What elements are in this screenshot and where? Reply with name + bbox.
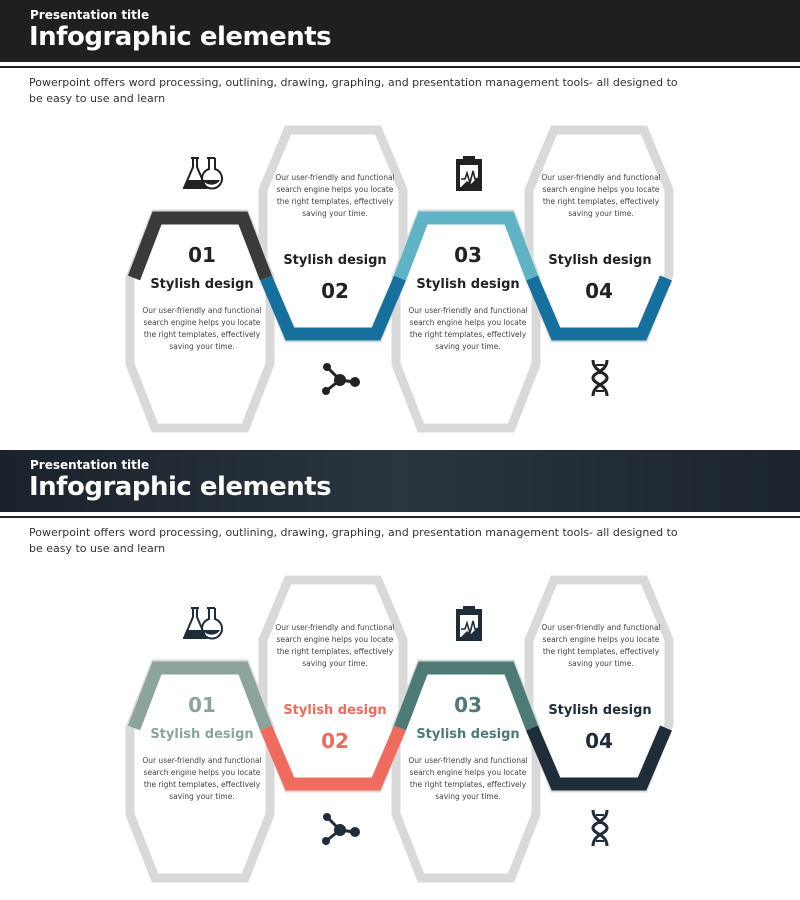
step-number-1: 01 [188,693,216,717]
dna-icon [588,358,612,398]
slide-description: Powerpoint offers word processing, outlining, drawing, graphing, and presentation management tools- all designed to be easy to use and learn [29,76,678,105]
step-body-1: Our user-friendly and functional search engine helps you locate the right templates, effectively saving your time. [142,306,262,351]
step-body-3: Our user-friendly and functional search engine helps you locate the right templates, effectively saving your time. [408,756,528,801]
step-number-3: 03 [454,243,482,267]
step-number-1: 01 [188,243,216,267]
presentation-title: Presentation title [30,458,150,472]
slide-title: Infographic elements [29,22,332,52]
flask-icon [183,156,225,192]
step-body-2: Our user-friendly and functional search engine helps you locate the right templates, effectively saving your time. [275,173,395,218]
step-number-2: 02 [321,729,349,753]
step-heading-2: Stylish design [283,703,387,718]
step-heading-1: Stylish design [150,277,254,292]
step-heading-4: Stylish design [548,703,652,718]
molecule-icon [320,362,362,396]
step-body-2: Our user-friendly and functional search engine helps you locate the right templates, effectively saving your time. [275,623,395,668]
step-body-4: Our user-friendly and functional search engine helps you locate the right templates, effectively saving your time. [541,623,661,668]
clipboard-chart-icon [454,605,484,643]
step-number-3: 03 [454,693,482,717]
step-number-2: 02 [321,279,349,303]
slide-description: Powerpoint offers word processing, outlining, drawing, graphing, and presentation management tools- all designed to be easy to use and learn [29,526,678,555]
step-number-4: 04 [585,279,613,303]
step-heading-4: Stylish design [548,253,652,268]
step-heading-1: Stylish design [150,727,254,742]
flask-icon [183,606,225,642]
molecule-icon [320,812,362,846]
slide-title: Infographic elements [29,472,332,502]
slide-2 [0,450,800,900]
infographic-graphic [0,450,800,900]
step-heading-3: Stylish design [416,277,520,292]
step-heading-3: Stylish design [416,727,520,742]
step-body-1: Our user-friendly and functional search engine helps you locate the right templates, effectively saving your time. [142,756,262,801]
dna-icon [588,808,612,848]
clipboard-chart-icon [454,155,484,193]
step-body-4: Our user-friendly and functional search engine helps you locate the right templates, effectively saving your time. [541,173,661,218]
presentation-title: Presentation title [30,8,150,22]
step-heading-2: Stylish design [283,253,387,268]
step-number-4: 04 [585,729,613,753]
step-body-3: Our user-friendly and functional search engine helps you locate the right templates, effectively saving your time. [408,306,528,351]
